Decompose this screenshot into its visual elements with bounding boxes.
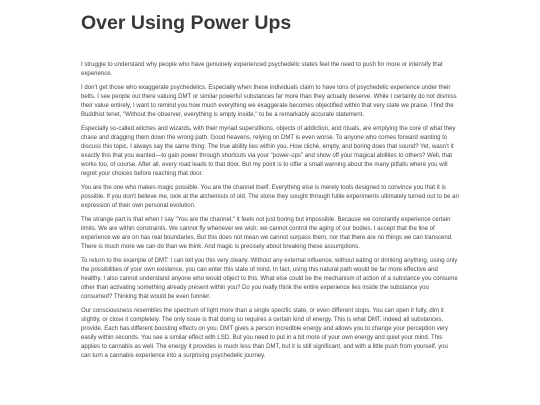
article-paragraph: Especially so-called witches and wizards, with their myriad superstitions, objects of addiction, and rituals, are emptying the core of what they chase and dragging them down the wrong path. Good heavens, relying on DMT is even worse. To anyone who comes forward wanting to discuss this topic, I always say the same thing: The true ability lies within you. How cliché, empty, and boring does that sound? Yet, wasn't it exactly this that you wanted—to gain power through shortcuts via your "power-ups" and show off your magical abilities to others? Well, that works too, of course. After all, every road leads to that door. But my point is to offer a small warning about the many pitfalls where you will regret your choices before reaching that door. [81,126,456,177]
page-title: Over Using Power Ups [81,12,292,34]
article-body [81,61,459,366]
article-paragraph: To return to the example of DMT: I can tell you this very clearly. Without any external influence, without eating or drinking anything, using only the possibilities of your own existence, you can enter this state of mind. In fact, using this natural path would be far more effective and healthy. I also cannot understand anyone who would object to this. What else could be the mechanism of action of a substance you consume other than activating something already present within you? Do you really think the entire experience lies inside the substance you consumed? Thinking that would be even funnier. [81,258,458,300]
article-paragraph: The strange part is that when I say "You are the channel," it feels not just boring but impossible. Because we constantly experience certain limits. We are within constraints. We cannot fly whenever we wish; we cannot control the aging of our bodies. I accept that the line of experience we are on has real boundaries. But this does not mean we cannot surpass them, nor that there are no things we can transcend. There is much more we can do than we think. And magic is precisely about breaking these assumptions. [81,217,453,250]
article-paragraph: You are the one who makes magic possible. You are the channel itself. Everything else is merely tools designed to convince you that it is possible. If you don't believe me, look at the alchemists of old. The stone they sought through futile experiments ultimately turned out to be an expression of their own personal evolution. [81,185,459,209]
article-paragraph: Our consciousness resembles the spectrum of light more than a single specific state, or even different stops. You can open it fully, dim it slightly, or close it completely. The only issue is that doing so requires a certain kind of energy. This is what DMT, indeed all substances, provide. Each has different boosting effects on you. DMT gives a person incredible energy and allows you to change your perception very easily within seconds. You see a similar effect with LSD. But you need to put in a bit more of your own energy and quiet your mind. This applies to cannabis as well. The energy it provides is much less than DMT, but it is still significant, and with a little push from yourself, you can turn a cannabis experience into a surprising psychedelic journey. [81,308,449,359]
article-paragraph: I don’t get those who exaggerate psychedelics. Especially when these individuals claim to have tons of psychedelic experience under their belts. I see people out there valuing DMT or similar powerful substances far more than they actually deserve. While I certainly do not dismiss their value entirely, I want to remind you how much everything we exaggerate becomes objectified within that very state we praise. I find the Buddhist tenet, "Without the observer, everything is empty inside," to be a remarkably accurate statement. [81,85,457,118]
article-paragraph: I struggle to understand why people who have genuinely experienced psychedelic states feel the need to push for more or intensify that experience. [81,62,443,77]
